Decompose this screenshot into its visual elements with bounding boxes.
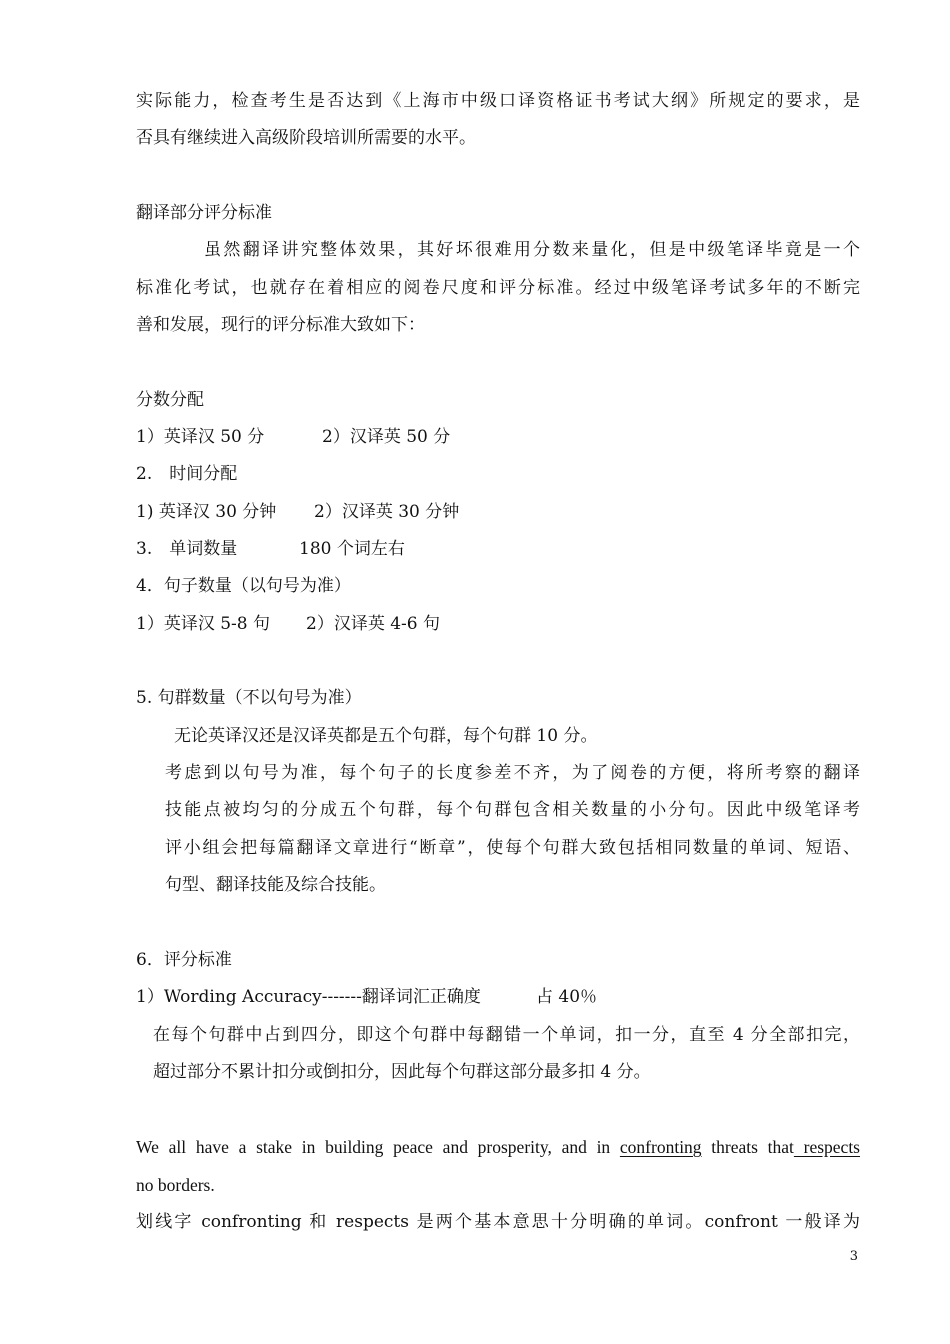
scores-item-3-b: 180 个词左右 xyxy=(299,539,405,559)
translation-para-line-2: 标准化考试，也就存在着相应的阅卷尺度和评分标准。经过中级笔译考试多年的不断完 xyxy=(136,278,860,298)
scores-row-2 xyxy=(136,504,459,521)
scores-item-2: 2. 时间分配 xyxy=(136,464,238,484)
scores-row-2-b: 2）汉译英 30 分钟 xyxy=(314,502,460,522)
criteria-heading: 6．评分标准 xyxy=(136,950,232,970)
example-underlined-confronting: confronting xyxy=(619,1137,702,1157)
example-text-1: We all have a stake in building peace and prosperity, and in xyxy=(136,1137,620,1157)
criteria-item-1 xyxy=(136,989,597,1006)
criteria-para-line-1: 在每个句群中占到四分，即这个句群中每翻错一个单词，扣一分，直至 4 分全部扣完， xyxy=(153,1025,860,1045)
groups-para-line-3: 评小组会把每篇翻译文章进行“断章”，使每个句群大致包括相同数量的单词、短语、 xyxy=(165,838,860,858)
example-text-2: threats that xyxy=(701,1137,794,1157)
criteria-item-1-a: 1）Wording Accuracy-------翻译词汇正确度 xyxy=(136,987,481,1007)
criteria-item-1-b: 占 40％ xyxy=(536,987,598,1007)
scores-row-4-a: 1）英译汉 5-8 句 xyxy=(136,614,270,634)
scores-row-4 xyxy=(136,616,440,633)
groups-line-1: 无论英译汉还是汉译英都是五个句群，每个句群 10 分。 xyxy=(174,726,598,746)
example-sentence-line-2: no borders. xyxy=(136,1175,215,1195)
scores-heading: 分数分配 xyxy=(136,390,204,410)
scores-item-4: 4．句子数量（以句号为准） xyxy=(136,576,351,596)
translation-heading: 翻译部分评分标准 xyxy=(136,203,272,223)
example-underlined-respects: respects xyxy=(793,1137,860,1157)
intro-line-2: 否具有继续进入高级阶段培训所需要的水平。 xyxy=(136,128,476,148)
scores-item-3-a: 3. 单词数量 xyxy=(136,539,238,559)
groups-heading: 5. 句群数量（不以句号为准） xyxy=(136,688,362,708)
translation-para-line-3: 善和发展，现行的评分标准大致如下： xyxy=(136,315,425,335)
groups-para-line-1: 考虑到以句号为准，每个句子的长度参差不齐，为了阅卷的方便，将所考察的翻译 xyxy=(165,763,860,783)
intro-line-1: 实际能力，检查考生是否达到《上海市中级口译资格证书考试大纲》所规定的要求，是 xyxy=(136,91,860,111)
scores-item-3 xyxy=(136,541,405,558)
criteria-para-line-2: 超过部分不累计扣分或倒扣分，因此每个句群这部分最多扣 4 分。 xyxy=(153,1062,651,1082)
groups-para-line-4: 句型、翻译技能及综合技能。 xyxy=(165,875,386,895)
scores-row-4-b: 2）汉译英 4-6 句 xyxy=(306,614,440,634)
groups-para-line-2: 技能点被均匀的分成五个句群，每个句群包含相关数量的小分句。因此中级笔译考 xyxy=(165,800,860,820)
example-sentence-line-1 xyxy=(136,1139,860,1157)
scores-row-1-b: 2）汉译英 50 分 xyxy=(322,427,451,447)
scores-row-2-a: 1) 英译汉 30 分钟 xyxy=(136,502,277,522)
scores-row-1 xyxy=(136,429,450,446)
page-number: 3 xyxy=(849,1249,858,1264)
example-explanation-line: 划线字 confronting 和 respects 是两个基本意思十分明确的单词。confront 一般译为 xyxy=(136,1212,860,1232)
translation-para-line-1: 虽然翻译讲究整体效果，其好坏很难用分数来量化，但是中级笔译毕竟是一个 xyxy=(204,240,860,260)
scores-row-1-a: 1）英译汉 50 分 xyxy=(136,427,265,447)
